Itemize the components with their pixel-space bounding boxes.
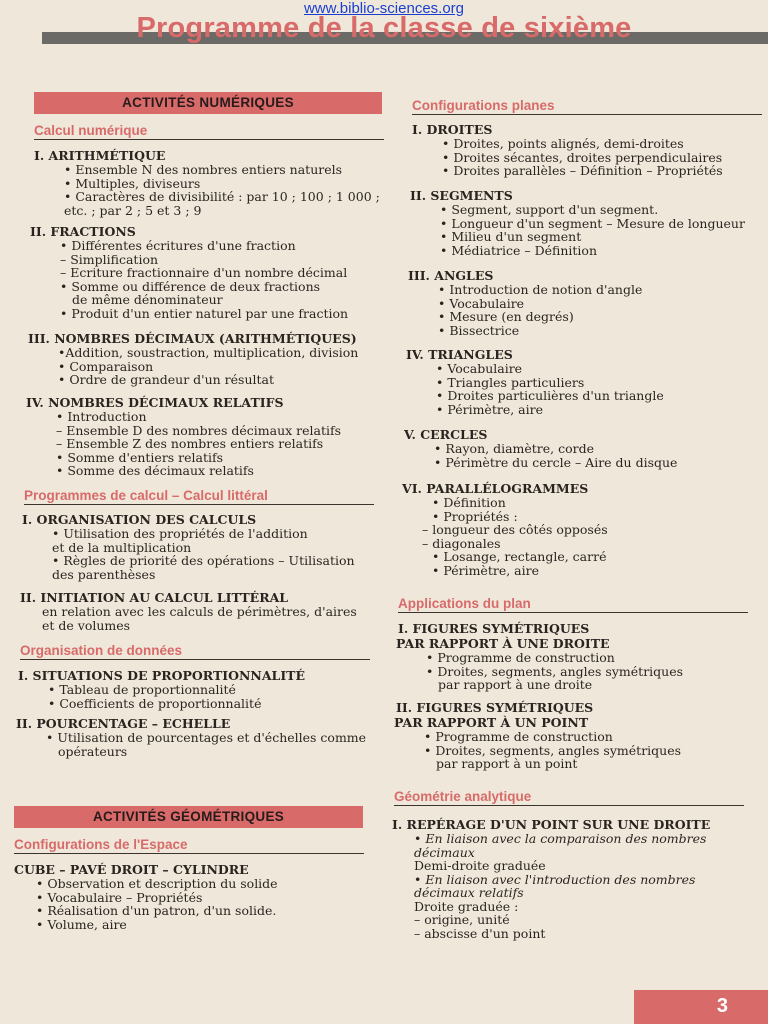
block-proportionnalite [18, 668, 374, 710]
block-segments [410, 188, 764, 257]
section-geometrie-analytique [394, 789, 744, 806]
list-item: • Périmètre du cercle – Aire du disque [434, 454, 678, 470]
list-item: • Réalisation d'un patron, d'un solide. [36, 903, 277, 918]
list-item: • Différentes écritures d'une fraction [60, 238, 296, 253]
section-programmes-calcul [24, 488, 374, 505]
section-organisation-donnees [20, 643, 370, 660]
heading-decimaux: III. NOMBRES DÉCIMAUX (ARITHMÉTIQUES) [28, 331, 357, 346]
list-item: • Ensemble N des nombres entiers naturels [64, 162, 343, 177]
block-decimaux [28, 331, 384, 387]
list-item: • Droites, segments, angles symétriques [424, 742, 682, 758]
section-heading: Organisation de données [20, 643, 183, 658]
heading-fractions: II. FRACTIONS [30, 224, 136, 239]
heading-cercles: V. CERCLES [404, 427, 488, 442]
list-item: • En liaison avec l'introduction des nombres [414, 871, 696, 887]
banner-activites-numeriques: ACTIVITÉS NUMÉRIQUES [34, 92, 382, 114]
list-item: • Comparaison [58, 358, 154, 374]
source-url[interactable]: www.biblio-sciences.org [303, 0, 465, 17]
list-item: – Ensemble D des nombres décimaux relatifs [56, 422, 342, 438]
block-parallelogrammes [402, 481, 764, 577]
list-item: • Somme des décimaux relatifs [56, 463, 254, 478]
heading-triangles: IV. TRIANGLES [406, 347, 513, 362]
list-item: • Droites particulières d'un triangle [436, 388, 664, 403]
block-triangles [406, 347, 764, 416]
list-item: • Programme de construction [426, 650, 615, 665]
heading-reperage: I. REPÉRAGE D'UN POINT SUR UNE DROITE [392, 817, 711, 832]
list-item: • Tableau de proportionnalité [48, 682, 236, 697]
list-item: • Coefficients de proportionnalité [48, 695, 262, 711]
list-item: • Multiples, diviseurs [64, 175, 201, 191]
block-angles [408, 268, 764, 337]
list-item: •Addition, soustraction, multiplication, division [58, 345, 359, 360]
heading-pourcentage: II. POURCENTAGE – ECHELLE [16, 716, 231, 731]
page-number: 3 [634, 990, 768, 1024]
block-organisation-calculs [22, 512, 376, 581]
heading-symetrie-point-line2: PAR RAPPORT À UN POINT [394, 715, 589, 730]
list-item: et de la multiplication [52, 539, 192, 555]
section-heading: Configurations de l'Espace [14, 837, 188, 852]
block-symetrie-point [394, 700, 758, 771]
list-item: et de volumes [42, 617, 131, 633]
list-item: • Introduction [56, 409, 147, 424]
block-symetrie-droite [396, 621, 758, 692]
list-item: • Vocabulaire – Propriétés [36, 889, 203, 905]
list-item: • Longueur d'un segment – Mesure de longueur [440, 215, 745, 231]
section-heading: Applications du plan [398, 596, 531, 611]
list-item: • Médiatrice – Définition [440, 242, 597, 258]
list-item: • Somme d'entiers relatifs [56, 449, 224, 465]
list-item: • Volume, aire [36, 916, 127, 932]
list-item: – origine, unité [414, 912, 510, 927]
list-item: • Caractères de divisibilité : par 10 ; 100 ; 1 000 ; [64, 189, 380, 204]
list-item: • Règles de priorité des opérations – Utilisation [52, 553, 355, 568]
list-item: – Ecriture fractionnaire d'un nombre décimal [60, 265, 348, 280]
list-item: • En liaison avec la comparaison des nombres [414, 831, 707, 846]
list-item: par rapport à un point [436, 756, 578, 771]
list-item: – abscisse d'un point [414, 925, 546, 941]
list-item: Demi-droite graduée [414, 858, 546, 873]
list-item: • Vocabulaire [438, 295, 525, 311]
list-item: • Droites, segments, angles symétriques [426, 663, 684, 679]
section-heading: Programmes de calcul – Calcul littéral [24, 488, 268, 503]
list-item: – Simplification [60, 251, 159, 267]
list-item: • Définition [432, 495, 506, 510]
heading-symetrie-droite: I. FIGURES SYMÉTRIQUES [398, 621, 590, 636]
section-configurations-espace [14, 837, 364, 854]
block-calcul-litteral [20, 590, 376, 632]
section-configurations-planes [412, 98, 762, 115]
heading-segments: II. SEGMENTS [410, 188, 513, 203]
list-item: par rapport à une droite [438, 677, 593, 692]
section-applications-plan [398, 596, 748, 613]
list-item: décimaux [414, 844, 475, 860]
banner-activites-geometriques: ACTIVITÉS GÉOMÉTRIQUES [14, 806, 363, 828]
list-item: • Triangles particuliers [436, 374, 585, 390]
section-heading: Géométrie analytique [394, 789, 532, 804]
list-item: • Utilisation de pourcentages et d'échelles comme [46, 730, 367, 745]
list-item: • Observation et description du solide [36, 876, 278, 891]
block-reperage [392, 817, 758, 940]
list-item: • Ordre de grandeur d'un résultat [58, 372, 275, 387]
list-item: de même dénominateur [72, 292, 223, 307]
list-item: – diagonales [422, 535, 501, 551]
section-heading: Calcul numérique [34, 123, 148, 138]
block-cercles [404, 427, 764, 469]
heading-cube: CUBE – PAVÉ DROIT – CYLINDRE [14, 862, 249, 877]
list-item: • Segment, support d'un segment. [440, 202, 659, 217]
block-relatifs [26, 395, 384, 478]
list-item: • Rayon, diamètre, corde [434, 441, 595, 456]
list-item: • Droites parallèles – Définition – Propriétés [442, 163, 723, 178]
list-item: Droite graduée : [414, 898, 519, 914]
list-item: etc. ; par 2 ; 5 et 3 ; 9 [64, 202, 202, 218]
block-fractions [30, 224, 384, 320]
list-item: • Mesure (en degrés) [438, 309, 574, 324]
list-item: • Losange, rectangle, carré [432, 549, 607, 564]
block-pourcentage [16, 716, 374, 758]
page-title: Programme de la classe de sixième [136, 12, 632, 44]
heading-proportionnalite: I. SITUATIONS DE PROPORTIONNALITÉ [18, 668, 306, 683]
list-item: • Vocabulaire [436, 361, 523, 376]
heading-symetrie-droite-line2: PAR RAPPORT À UNE DROITE [396, 636, 610, 651]
heading-organisation-calculs: I. ORGANISATION DES CALCULS [22, 512, 257, 527]
list-item: • Produit d'un entier naturel par une fraction [60, 305, 349, 321]
list-item: • Propriétés : [432, 508, 518, 524]
section-calcul-numerique [34, 123, 384, 140]
list-item: • Introduction de notion d'angle [438, 282, 643, 297]
list-item: • Droites sécantes, droites perpendiculaires [442, 149, 723, 165]
heading-droites: I. DROITES [412, 122, 493, 137]
list-item: • Milieu d'un segment [440, 229, 582, 244]
list-item: • Programme de construction [424, 729, 613, 744]
heading-relatifs: IV. NOMBRES DÉCIMAUX RELATIFS [26, 395, 284, 410]
list-item: • Utilisation des propriétés de l'addition [52, 526, 308, 541]
list-item: • Somme ou différence de deux fractions [60, 278, 321, 294]
list-item: • Périmètre, aire [432, 562, 539, 578]
list-item: opérateurs [58, 743, 128, 759]
heading-parallelogrammes: VI. PARALLÉLOGRAMMES [402, 481, 589, 496]
list-item: – Ensemble Z des nombres entiers relatifs [56, 436, 324, 451]
block-arithmetique [34, 148, 384, 217]
heading-arithmetique: I. ARITHMÉTIQUE [34, 148, 166, 163]
list-item: des parenthèses [52, 566, 156, 582]
block-cube [14, 862, 370, 931]
list-item: • Périmètre, aire [436, 401, 543, 417]
list-item: en relation avec les calculs de périmètres, d'aires [42, 604, 357, 619]
block-droites [412, 122, 764, 178]
heading-symetrie-point: II. FIGURES SYMÉTRIQUES [396, 700, 594, 715]
list-item: • Droites, points alignés, demi-droites [442, 136, 684, 151]
list-item: décimaux relatifs [414, 885, 524, 900]
section-heading: Configurations planes [412, 98, 555, 113]
list-item: – longueur des côtés opposés [422, 522, 608, 537]
heading-calcul-litteral: II. INITIATION AU CALCUL LITTÉRAL [20, 590, 289, 605]
heading-angles: III. ANGLES [408, 268, 494, 283]
list-item: • Bissectrice [438, 322, 520, 338]
